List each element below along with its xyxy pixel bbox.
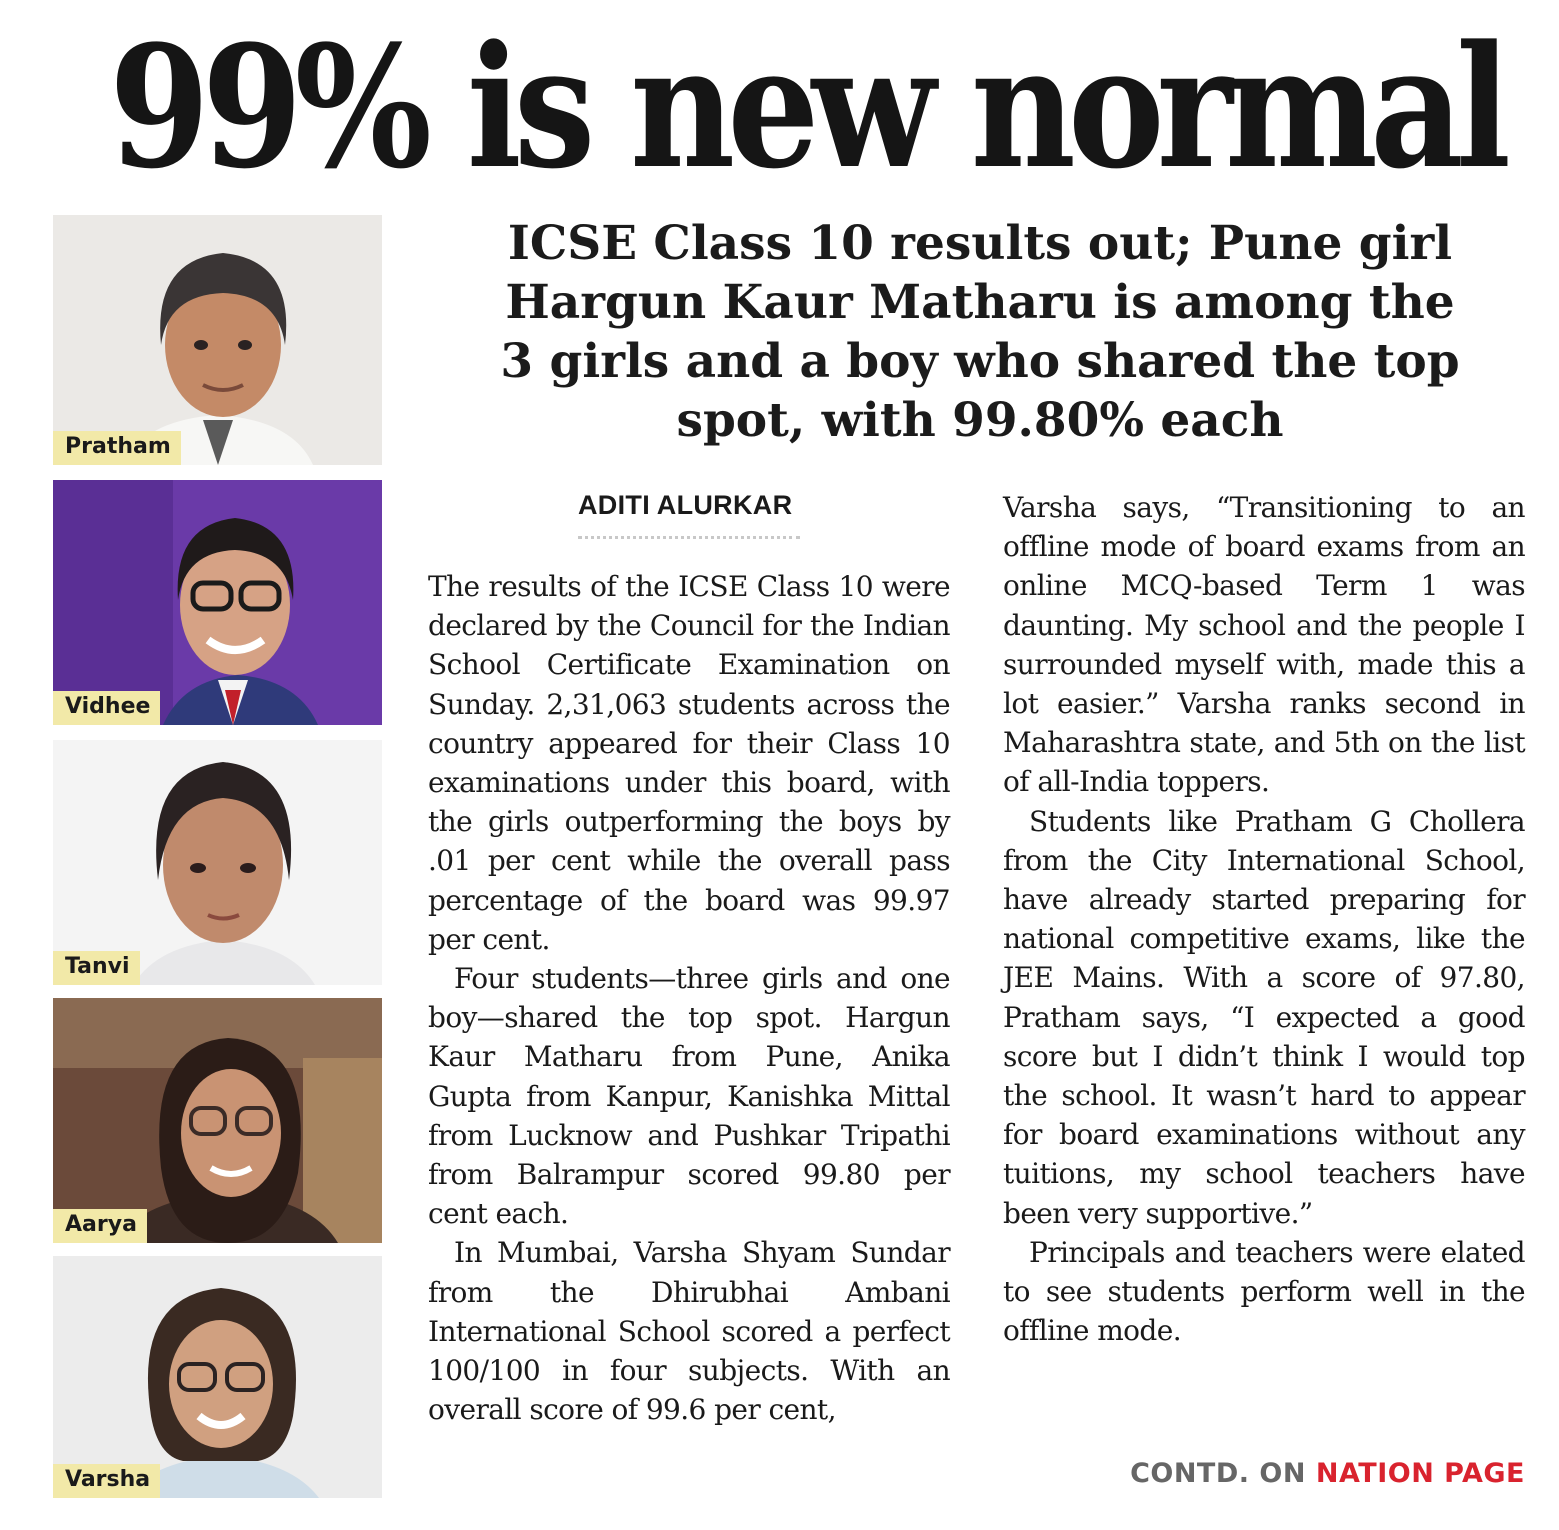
subhead-line: spot, with 99.80% each xyxy=(676,393,1284,448)
byline: ADITI ALURKAR xyxy=(578,490,793,520)
student-portrait xyxy=(53,998,382,1243)
photo-varsha xyxy=(53,1256,382,1498)
continuation-target: NATION PAGE xyxy=(1315,1458,1525,1489)
article-paragraph: Students like Pratham G Chollera from the City International School, have already started preparing for national competitive exams, like the JEE Mains. With a score of 97.80, Pratham says, “I expected a good score but I didn’t think I would top the school. It wasn’t hard to appear for board examinations without any tuitions, my school teachers have been very supportive.” xyxy=(1003,804,1525,1230)
student-portrait xyxy=(53,1256,382,1498)
continuation-prefix: CONTD. ON xyxy=(1130,1458,1306,1489)
article-paragraph: Four students—three girls and one boy—shared the top spot. Hargun Kaur Matharu from Pune, Anika Gupta from Kanpur, Kanishka Mittal from Lucknow and Pushkar Tripathi from Balrampur scored 99.80 per cent each. xyxy=(428,962,950,1231)
photo-pratham xyxy=(53,215,382,465)
photo-vidhee xyxy=(53,480,382,725)
article-paragraph: In Mumbai, Varsha Shyam Sundar from the Dhirubhai Ambani International School scored a perfect 100/100 in four subjects. With an overall score of 99.6 per cent, xyxy=(428,1236,950,1427)
photo-tanvi xyxy=(53,740,382,985)
student-portrait xyxy=(53,740,382,985)
article-paragraph: Varsha says, “Transitioning to an offline mode of board exams from an online MCQ-based Term 1 was daunting. My school and the people I surrounded myself with, made this a lot easier.” Varsha ranks second in Maharashtra state, and 5th on the list of all-India toppers. xyxy=(1003,491,1525,799)
subhead-line: ICSE Class 10 results out; Pune girl xyxy=(507,216,1453,271)
student-portrait xyxy=(53,480,382,725)
article-column-1 xyxy=(428,567,950,1429)
student-portrait xyxy=(53,215,382,465)
article-paragraph: The results of the ICSE Class 10 were declared by the Council for the Indian School Certificate Examination on Sunday. 2,31,063 students across the country appeared for their Class 10 examinations under this board, with the girls outperforming the boys by .01 per cent while the overall pass percentage of the board was 99.97 per cent. xyxy=(428,570,950,956)
article-column-2 xyxy=(1003,488,1525,1350)
photo-caption: Aarya xyxy=(53,1209,147,1243)
photo-caption: Tanvi xyxy=(53,951,140,985)
subhead-line: Hargun Kaur Matharu is among the xyxy=(505,275,1455,330)
headline: 99% is new normal xyxy=(109,8,1504,206)
article-paragraph: Principals and teachers were elated to see students perform well in the offline mode. xyxy=(1003,1235,1525,1348)
photo-caption: Pratham xyxy=(53,431,181,465)
byline-rule xyxy=(578,536,800,539)
photo-aarya xyxy=(53,998,382,1243)
continuation-note xyxy=(1130,1458,1525,1489)
subheadline xyxy=(440,214,1520,450)
subhead-line: 3 girls and a boy who shared the top xyxy=(500,334,1460,389)
photo-caption: Varsha xyxy=(53,1464,160,1498)
photo-caption: Vidhee xyxy=(53,691,160,725)
